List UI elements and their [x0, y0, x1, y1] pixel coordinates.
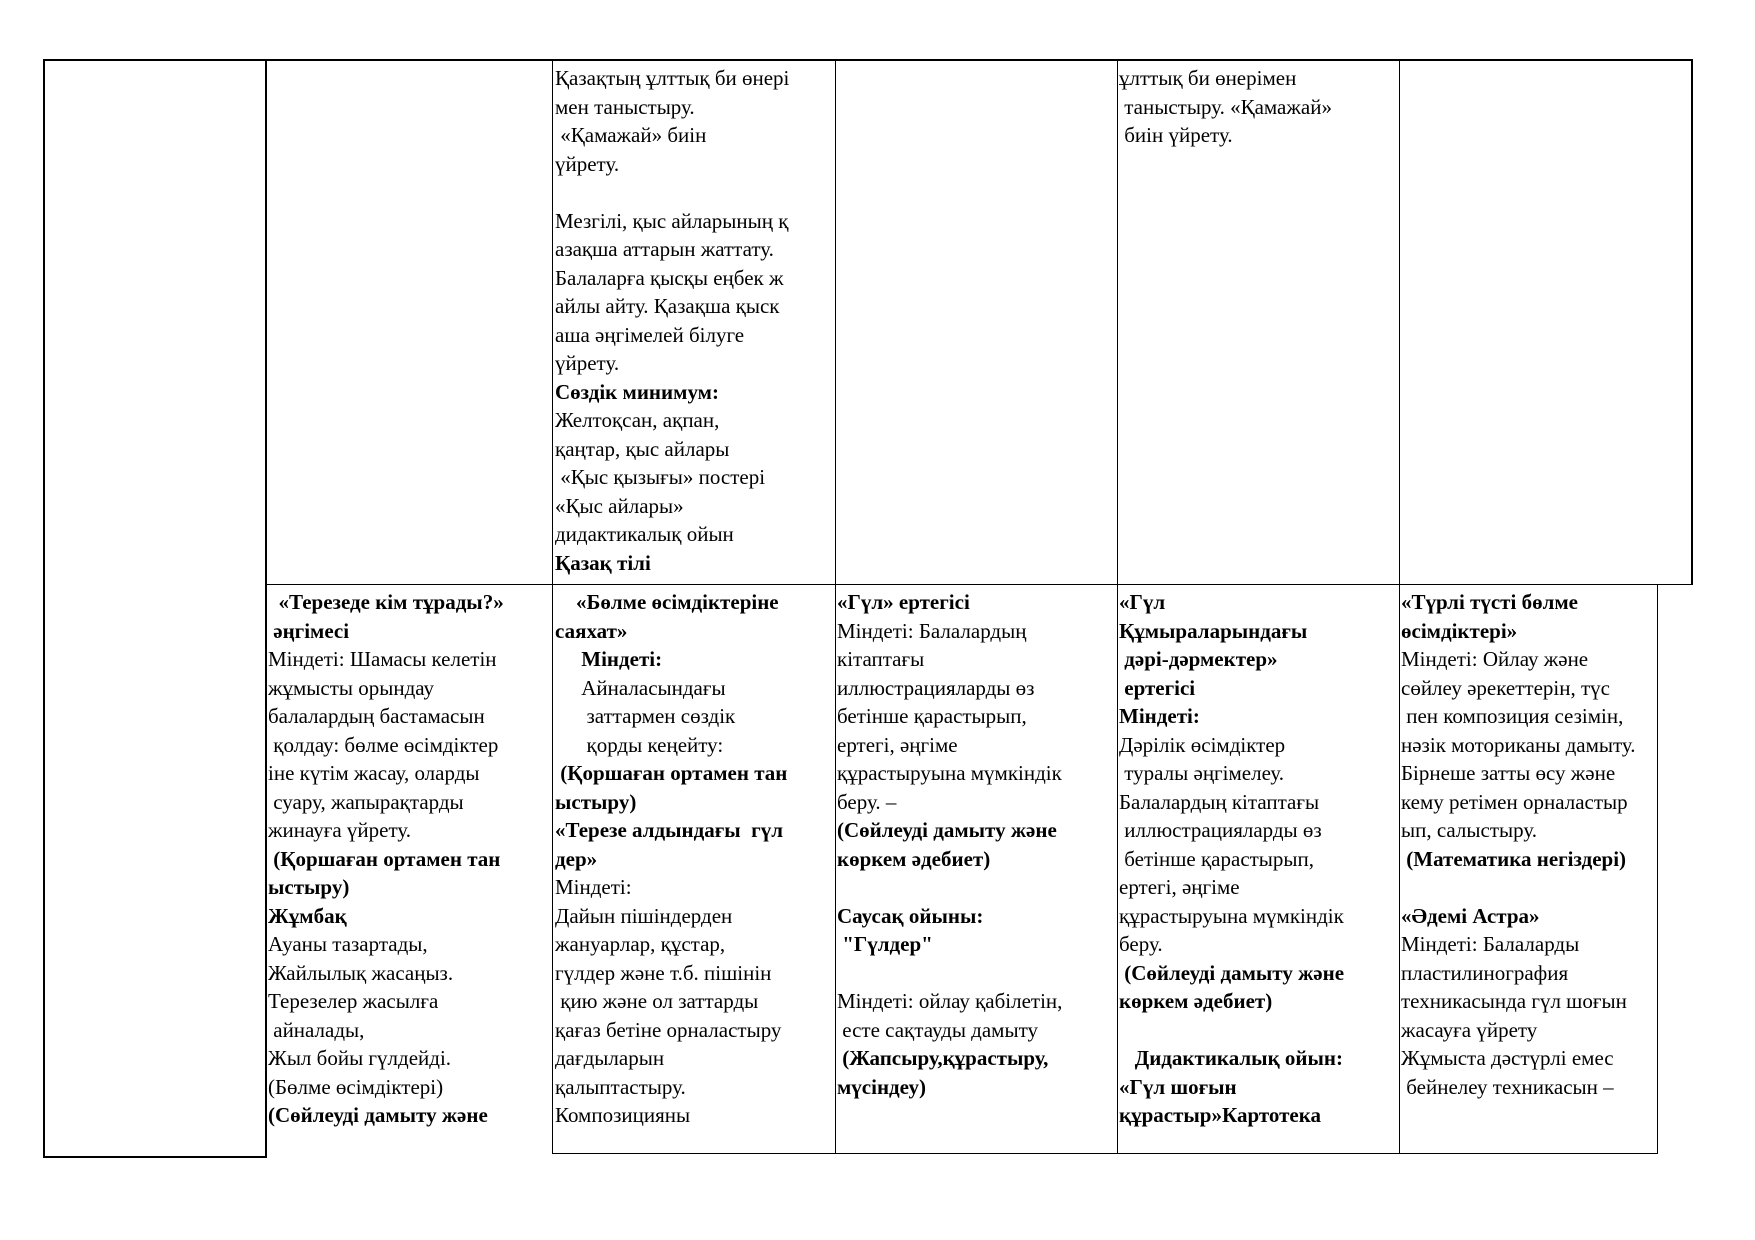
text-line: "Гүлдер": [837, 932, 933, 956]
text-line: құрастыр»Картотека: [1119, 1103, 1322, 1127]
text-line: дидактикалық ойын: [555, 522, 734, 546]
bottom-cell-col5: [1119, 588, 1398, 1153]
text-line: гүлдер және т.б. пішінін: [555, 960, 772, 985]
text-line: мүсіндеу): [837, 1074, 926, 1099]
text-line: көркем әдебиет): [1119, 989, 1273, 1013]
text-line: биін үйрету.: [1119, 123, 1233, 147]
text-line: «Қыс айлары»: [555, 493, 684, 518]
text-line: Дәрілік өсімдіктер: [1119, 732, 1286, 757]
text-line: қорды кеңейту:: [555, 732, 724, 757]
text-line: жасауға үйрету: [1401, 1017, 1538, 1042]
text-line: бейнелеу техникасын –: [1401, 1074, 1614, 1099]
text-line: «Әдемі Астра»: [1401, 903, 1540, 928]
text-line: Балаларға қысқы еңбек ж: [555, 265, 784, 290]
text-line: әңгімесі: [268, 618, 350, 643]
text-line: ертегі, әңгіме: [1119, 875, 1240, 899]
text-line: Жыл бойы гүлдейді.: [268, 1046, 452, 1070]
table-right-border-lower: [1657, 584, 1658, 1154]
text-line: «Терезе алдындағы гүл: [555, 818, 783, 842]
text-line: «Қамажай» биін: [555, 123, 707, 147]
text-line: қаңтар, қыс айлары: [555, 436, 730, 461]
text-line: (Бөлме өсімдіктері): [268, 1074, 444, 1099]
text-line: суару, жапырақтарды: [268, 789, 464, 814]
text-line: кему ретімен орналастыр: [1401, 789, 1628, 814]
text-line: құрастыруына мүмкіндік: [837, 761, 1062, 785]
text-line: сөйлеу әрекеттерін, түс: [1401, 675, 1610, 700]
column-divider-4: [1117, 59, 1118, 1154]
text-line: дәрі-дәрмектер»: [1119, 647, 1278, 671]
text-line: Балалардың кітаптағы: [1119, 789, 1320, 814]
text-line: саяхат»: [555, 618, 628, 643]
text-line: пластилинография: [1401, 960, 1569, 985]
text-line: ыстыру): [555, 789, 637, 814]
text-line: [1119, 1016, 1398, 1045]
text-line: Міндеті: Ойлау және: [1401, 647, 1589, 671]
text-line: есте сақтауды дамыту: [837, 1017, 1038, 1042]
text-line: «Гүл» ертегісі: [837, 590, 970, 614]
text-line: пен композиция сезімін,: [1401, 704, 1624, 728]
text-line: Терезелер жасылға: [268, 989, 439, 1013]
first-column-bottom-border: [43, 1156, 267, 1158]
text-line: Дайын пішіндерден: [555, 903, 733, 928]
text-line: Желтоқсан, ақпан,: [555, 408, 720, 432]
text-line: қолдау: бөлме өсімдіктер: [268, 732, 499, 757]
text-line: жұмысты орындау: [268, 675, 435, 700]
text-line: үйрету.: [555, 351, 620, 375]
text-line: Міндеті: Балалардың: [837, 618, 1027, 643]
column-divider-1: [265, 59, 267, 1158]
bottom-cell-col2: [268, 588, 552, 1153]
text-line: «Бөлме өсімдіктеріне: [555, 590, 779, 614]
text-line: Композицияны: [555, 1103, 691, 1127]
text-line: (Жапсыру,құрастыру,: [837, 1046, 1049, 1070]
table-left-border: [43, 59, 45, 1158]
text-line: (Математика негіздері): [1401, 846, 1627, 871]
text-line: заттармен сөздік: [555, 704, 736, 728]
text-line: беру. –: [837, 789, 897, 814]
text-line: иллюстрацияларды өз: [837, 675, 1035, 700]
text-line: қағаз бетіне орналастыру: [555, 1017, 782, 1042]
text-line: «Қыс қызығы» постері: [555, 465, 766, 489]
text-line: Мезгілі, қыс айларының қ: [555, 208, 789, 233]
table-right-border: [1691, 59, 1693, 585]
text-line: бетінше қарастырып,: [1119, 846, 1315, 871]
text-line: Міндеті: Шамасы келетін: [268, 647, 497, 671]
text-line: Құмыраларындағы: [1119, 618, 1308, 643]
text-line: балалардың бастамасын: [268, 704, 485, 728]
text-line: [1401, 873, 1657, 902]
text-line: (Қоршаған ортамен тан: [555, 761, 788, 785]
text-line: Міндеті:: [555, 647, 663, 671]
row-divider: [265, 584, 1693, 585]
text-line: ып, салыстыру.: [1401, 818, 1537, 842]
text-line: туралы әңгімелеу.: [1119, 761, 1285, 785]
text-line: Қазақтың ұлттық би өнері: [555, 66, 790, 90]
text-line: Дидактикалық ойын:: [1119, 1046, 1344, 1070]
text-line: дер»: [555, 846, 598, 871]
text-line: айналады,: [268, 1017, 365, 1042]
text-line: Міндеті: ойлау қабілетін,: [837, 989, 1063, 1013]
text-line: көркем әдебиет): [837, 846, 991, 871]
text-line: иллюстрацияларды өз: [1119, 818, 1322, 842]
text-line: Жұмбақ: [268, 903, 347, 928]
table-bottom-border: [552, 1153, 1658, 1154]
text-line: Міндеті:: [1119, 704, 1200, 728]
text-line: техникасында гүл шоғын: [1401, 989, 1627, 1013]
text-line: кітаптағы: [837, 647, 925, 671]
text-line: қалыптастыру.: [555, 1074, 686, 1099]
text-line: құрастыруына мүмкіндік: [1119, 903, 1344, 928]
text-line: «Терезеде кім тұрады?»: [268, 590, 504, 614]
text-line: үйрету.: [555, 151, 620, 176]
text-line: ұлттық би өнерімен: [1119, 66, 1297, 90]
column-divider-2: [552, 59, 553, 1154]
text-line: нәзік моториканы дамыту.: [1401, 732, 1636, 757]
text-line: қию және ол заттарды: [555, 989, 759, 1013]
text-line: «Гүл шоғын: [1119, 1074, 1237, 1099]
text-line: Міндеті: Балаларды: [1401, 932, 1580, 956]
table-top-border: [43, 59, 1693, 61]
column-divider-5: [1399, 59, 1400, 1154]
top-cell-col3: [555, 64, 836, 584]
text-line: жануарлар, құстар,: [555, 932, 726, 956]
text-line: беру.: [1119, 932, 1163, 956]
text-line: жинауға үйрету.: [268, 818, 412, 842]
text-line: [555, 178, 836, 207]
text-line: айлы айту. Қазақша қыск: [555, 294, 780, 318]
text-line: [837, 873, 1116, 902]
text-line: Саусақ ойыны:: [837, 903, 984, 928]
text-line: дағдыларын: [555, 1046, 665, 1070]
text-line: (Сөйлеуді дамыту және: [1119, 960, 1345, 985]
text-line: таныстыру. «Қамажай»: [1119, 94, 1332, 119]
text-line: [837, 959, 1116, 988]
text-line: ертегісі: [1119, 675, 1196, 700]
text-line: Қазақ тілі: [555, 550, 651, 575]
text-line: азақша аттарын жаттату.: [555, 237, 774, 261]
top-cell-col5: [1119, 64, 1397, 264]
text-line: аша әңгімелей білуге: [555, 322, 745, 347]
text-line: Сөздік минимум:: [555, 379, 719, 404]
text-line: Жайлылық жасаңыз.: [268, 960, 454, 985]
text-line: бетінше қарастырып,: [837, 704, 1027, 728]
bottom-cell-col3: [555, 588, 834, 1153]
text-line: мен таныстыру.: [555, 94, 695, 119]
text-line: іне күтім жасау, оларды: [268, 761, 480, 785]
text-line: «Түрлі түсті бөлме: [1401, 590, 1578, 614]
text-line: Ауаны тазартады,: [268, 932, 428, 956]
text-line: (Сөйлеуді дамыту және: [268, 1103, 488, 1127]
text-line: (Қоршаған ортамен тан: [268, 846, 501, 871]
text-line: Бірнеше затты өсу және: [1401, 761, 1616, 785]
text-line: (Сөйлеуді дамыту және: [837, 818, 1057, 842]
text-line: ертегі, әңгіме: [837, 732, 958, 757]
text-line: ыстыру): [268, 875, 350, 899]
bottom-cell-col4: [837, 588, 1116, 1153]
text-line: «Гүл: [1119, 590, 1166, 614]
text-line: Жұмыста дәстүрлі емес: [1401, 1046, 1614, 1070]
bottom-cell-col6: [1401, 588, 1657, 1153]
text-line: өсімдіктері»: [1401, 618, 1518, 643]
text-line: Міндеті:: [555, 875, 632, 899]
text-line: Айналасындағы: [555, 675, 726, 700]
